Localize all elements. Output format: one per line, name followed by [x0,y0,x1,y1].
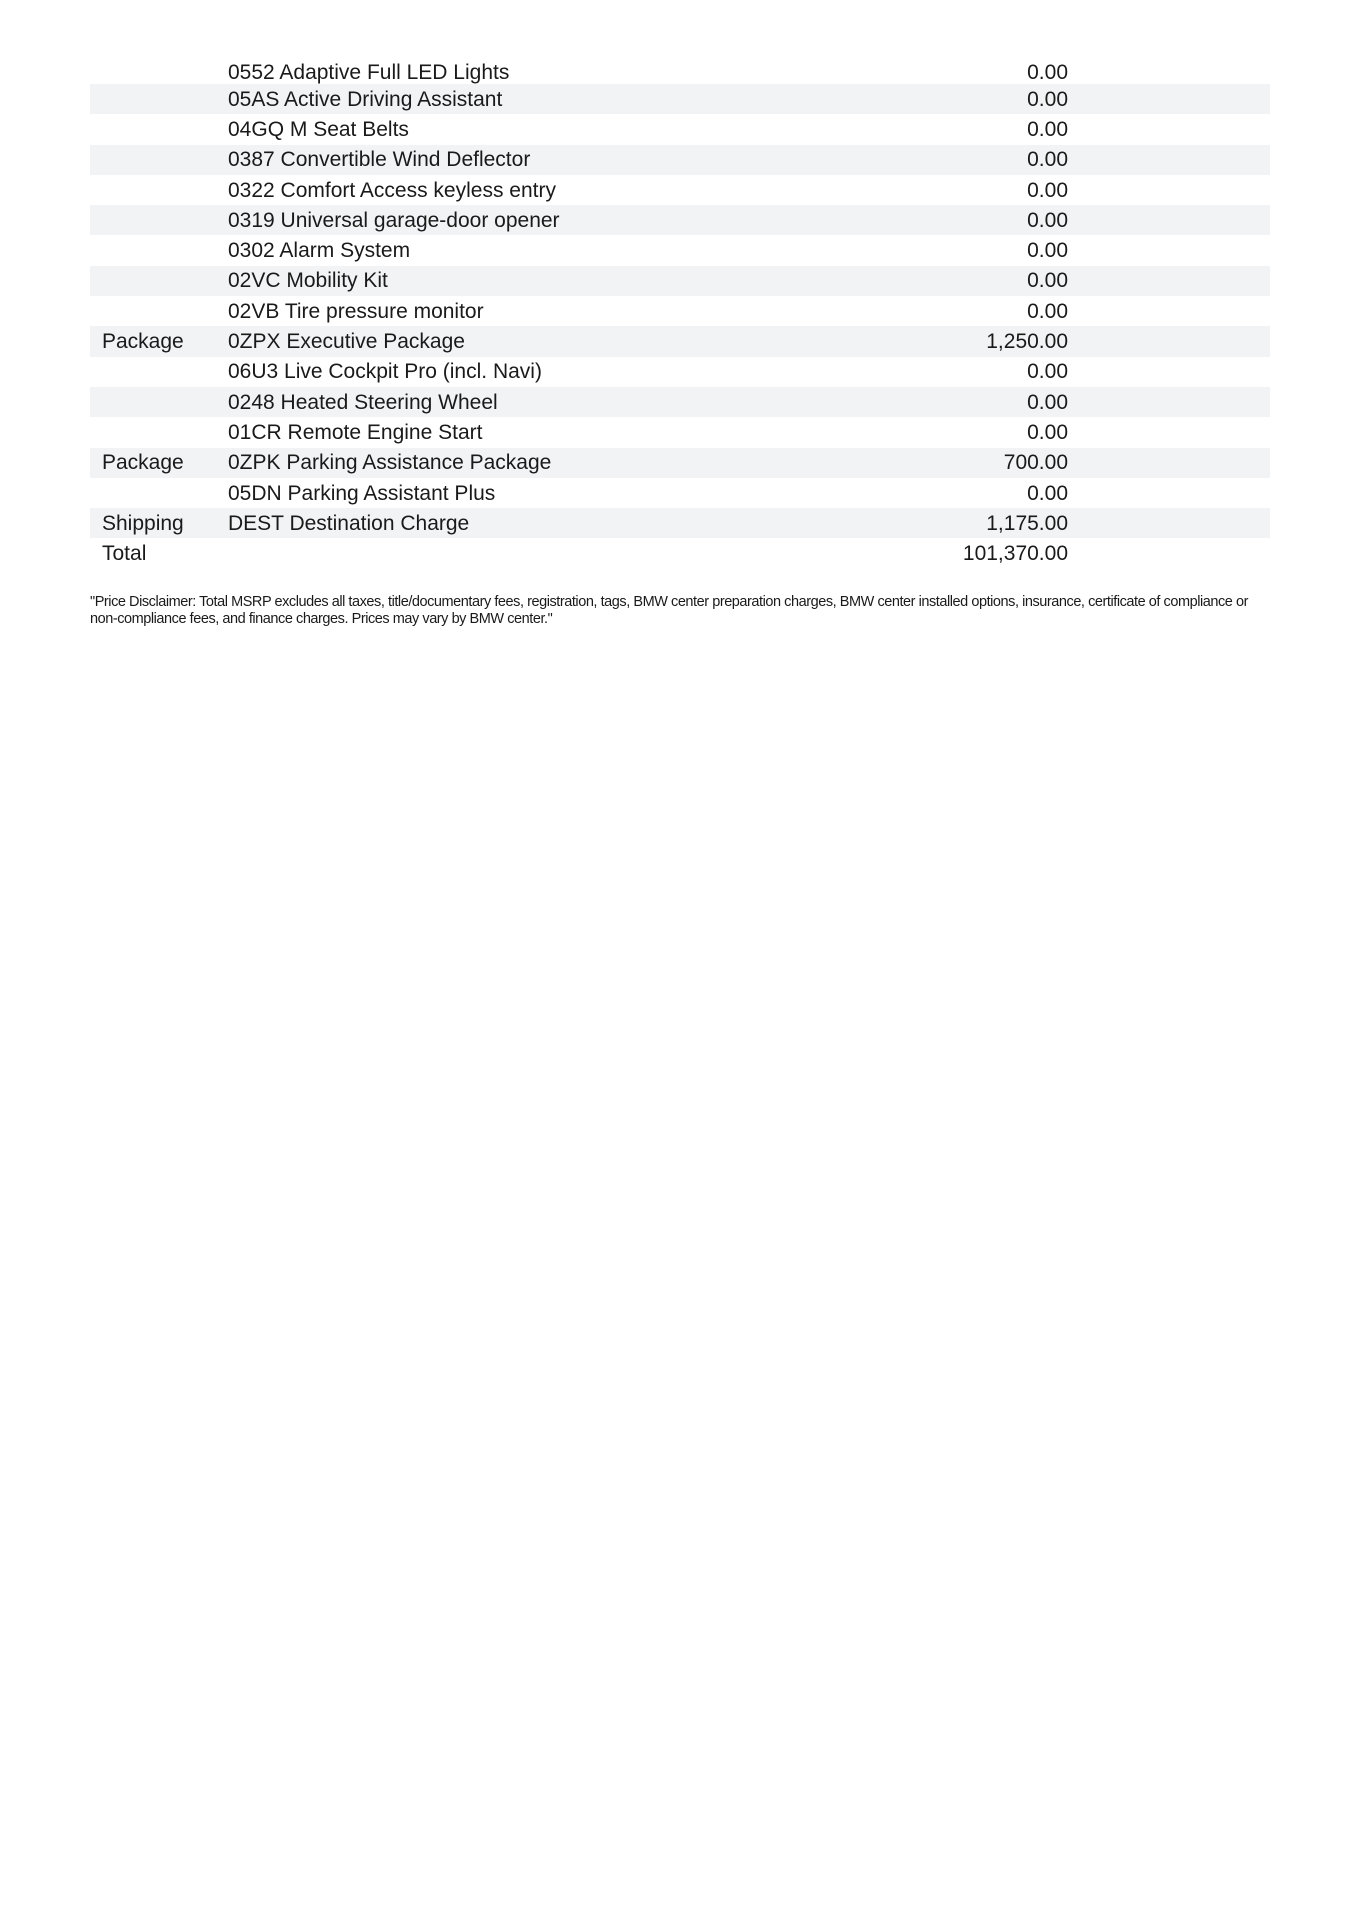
table-row [90,417,1270,447]
row-description: 05DN Parking Assistant Plus [228,481,496,505]
row-price: 0.00 [1027,87,1068,111]
table-row [90,448,1270,478]
row-price: 1,175.00 [986,511,1068,535]
price-disclaimer: "Price Disclaimer: Total MSRP excludes all taxes, title/documentary fees, registration, tags, BMW center preparation charges, BMW center installed options, insurance, certificate of compliance or non-compliance fees, and finance charges. Prices may vary by BMW center." [90,594,1248,627]
row-price: 0.00 [1027,420,1068,444]
table-row [90,60,1270,84]
table-row [90,235,1270,265]
row-description: 02VB Tire pressure monitor [228,299,484,323]
row-price: 1,250.00 [986,330,1068,354]
row-description: 0387 Convertible Wind Deflector [228,148,531,172]
table-row [90,145,1270,175]
row-description: 0319 Universal garage-door opener [228,208,560,232]
total-row [90,538,1270,568]
row-price: 0.00 [1027,239,1068,263]
row-price: 0.00 [1027,117,1068,141]
table-row [90,84,1270,114]
table-row [90,175,1270,205]
table-row [90,114,1270,144]
table-row [90,508,1270,538]
row-description: 0302 Alarm System [228,239,411,263]
row-price: 0.00 [1027,148,1068,172]
total-label: Total [102,542,147,566]
row-description: 01CR Remote Engine Start [228,420,483,444]
row-description: 0ZPX Executive Package [228,330,465,354]
row-price: 0.00 [1027,481,1068,505]
row-price: 0.00 [1027,299,1068,323]
row-description: 0ZPK Parking Assistance Package [228,451,552,475]
row-price: 0.00 [1027,178,1068,202]
table-row [90,478,1270,508]
table-row [90,387,1270,417]
row-category: Package [102,330,184,354]
table-row [90,296,1270,326]
row-description: 06U3 Live Cockpit Pro (incl. Navi) [228,360,542,384]
table-row [90,326,1270,356]
row-price: 0.00 [1027,390,1068,414]
row-description: DEST Destination Charge [228,511,470,535]
row-price: 0.00 [1027,269,1068,293]
row-price: 700.00 [1003,451,1068,475]
row-description: 0248 Heated Steering Wheel [228,390,498,414]
row-description: 0322 Comfort Access keyless entry [228,178,556,202]
row-category: Package [102,451,184,475]
table-row [90,266,1270,296]
row-description: 02VC Mobility Kit [228,269,388,293]
row-description: 0552 Adaptive Full LED Lights [228,60,510,84]
row-price: 0.00 [1027,208,1068,232]
row-category: Shipping [102,511,184,535]
row-description: 05AS Active Driving Assistant [228,87,503,111]
total-price: 101,370.00 [962,542,1068,566]
price-table [90,60,1270,569]
row-price: 0.00 [1027,60,1068,84]
row-description: 04GQ M Seat Belts [228,117,409,141]
row-price: 0.00 [1027,360,1068,384]
table-row [90,357,1270,387]
table-row [90,205,1270,235]
